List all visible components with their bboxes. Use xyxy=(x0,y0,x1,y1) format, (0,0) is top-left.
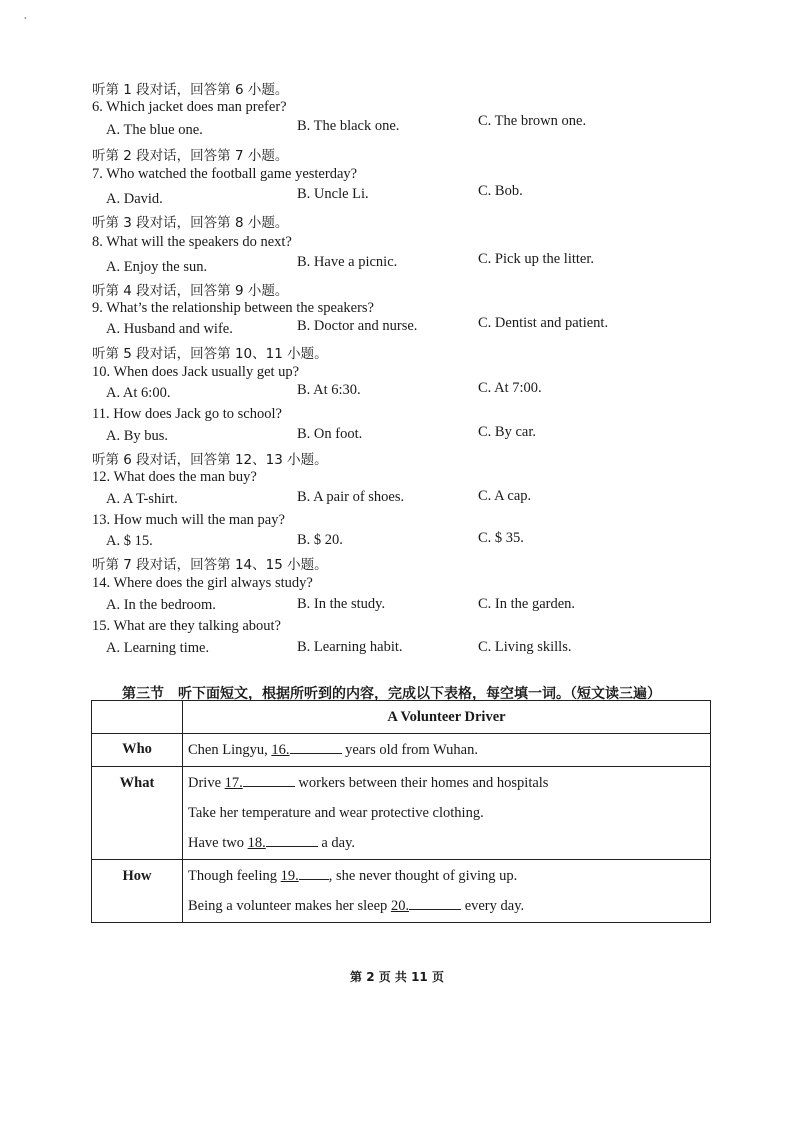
q9-option-b: B. Doctor and nurse. xyxy=(297,318,418,334)
q14-option-a: A. In the bedroom. xyxy=(106,597,216,613)
row-content-what xyxy=(183,767,711,860)
q6-option-a: A. The blue one. xyxy=(106,122,203,138)
blank-16-number: 16. xyxy=(271,742,290,758)
who-pre: Chen Lingyu, xyxy=(188,742,272,758)
what-line-1 xyxy=(184,768,709,798)
q10-option-b: B. At 6:30. xyxy=(297,382,361,398)
blank-20-line[interactable] xyxy=(409,908,461,910)
question-6-stem: 6. Which jacket does man prefer? xyxy=(92,99,287,115)
q14-option-b: B. In the study. xyxy=(297,596,386,612)
question-8-stem: 8. What will the speakers do next? xyxy=(92,234,292,250)
blank-18-line[interactable] xyxy=(266,845,318,847)
row-label-how: How xyxy=(92,860,183,923)
q8-option-a: A. Enjoy the sun. xyxy=(106,259,208,275)
how2-pre: Being a volunteer makes her sleep xyxy=(188,898,391,914)
blank-16-line[interactable] xyxy=(290,752,342,754)
q15-option-a: A. Learning time. xyxy=(106,640,210,656)
how-line-1 xyxy=(184,861,709,891)
q10-option-a: A. At 6:00. xyxy=(106,385,171,401)
how2-post: every day. xyxy=(461,898,525,914)
blank-20-number: 20. xyxy=(390,898,410,914)
what3-pre: Have two xyxy=(188,835,248,851)
volunteer-driver-table xyxy=(91,700,711,923)
question-13-stem: 13. How much will the man pay? xyxy=(92,512,285,528)
what3-post: a day. xyxy=(317,835,356,851)
question-14-stem: 14. Where does the girl always study? xyxy=(92,575,313,591)
who-line xyxy=(184,735,709,765)
blank-18-number: 18. xyxy=(247,835,266,851)
what1-pre: Drive xyxy=(188,775,225,791)
who-post: years old from Wuhan. xyxy=(341,742,478,758)
q12-option-c: C. A cap. xyxy=(478,488,532,504)
q6-option-c: C. The brown one. xyxy=(478,113,587,129)
scan-speck: • xyxy=(24,14,27,23)
blank-19-number: 19. xyxy=(280,868,299,884)
section-heading-d3: 听第 3 段对话，回答第 8 小题。 xyxy=(92,215,289,231)
table-row-who xyxy=(92,734,711,767)
q11-option-b: B. On foot. xyxy=(297,426,363,442)
q9-option-a: A. Husband and wife. xyxy=(106,321,233,337)
q14-option-c: C. In the garden. xyxy=(478,596,576,612)
q7-option-b: B. Uncle Li. xyxy=(297,186,369,202)
q6-option-b: B. The black one. xyxy=(297,118,400,134)
q12-option-a: A. A T-shirt. xyxy=(106,491,178,507)
q11-option-c: C. By car. xyxy=(478,424,536,440)
question-10-stem: 10. When does Jack usually get up? xyxy=(92,364,300,380)
q7-option-c: C. Bob. xyxy=(478,183,523,199)
section-heading-d6: 听第 6 段对话，回答第 12、13 小题。 xyxy=(92,452,328,468)
q12-option-b: B. A pair of shoes. xyxy=(297,489,405,505)
row-content-who xyxy=(183,734,711,767)
part3-title: 第三节 听下面短文，根据所听到的内容，完成以下表格，每空填一词。（短文读三遍） xyxy=(122,686,661,702)
question-7-stem: 7. Who watched the football game yesterday? xyxy=(92,166,358,182)
how1-post: , she never thought of giving up. xyxy=(328,868,518,884)
question-9-stem: 9. What’s the relationship between the speakers? xyxy=(92,300,374,316)
table-header-row xyxy=(92,701,711,734)
q8-option-b: B. Have a picnic. xyxy=(297,254,398,270)
page-number: 第 2 页 共 11 页 xyxy=(350,970,444,984)
section-heading-d4: 听第 4 段对话，回答第 9 小题。 xyxy=(92,283,289,299)
table-row-what xyxy=(92,767,711,860)
question-12-stem: 12. What does the man buy? xyxy=(92,469,257,485)
q15-option-c: C. Living skills. xyxy=(478,639,572,655)
q11-option-a: A. By bus. xyxy=(106,428,169,444)
q15-option-b: B. Learning habit. xyxy=(297,639,403,655)
row-label-what: What xyxy=(92,767,183,860)
row-content-how xyxy=(183,860,711,923)
what-line-2: Take her temperature and wear protective clothing. xyxy=(188,805,484,821)
blank-17-number: 17. xyxy=(224,775,243,791)
question-11-stem: 11. How does Jack go to school? xyxy=(92,406,282,422)
row-label-who: Who xyxy=(92,734,183,767)
section-heading-d1: 听第 1 段对话，回答第 6 小题。 xyxy=(92,82,289,98)
what-line-3 xyxy=(184,828,709,858)
blank-17-line[interactable] xyxy=(243,785,295,787)
what1-post: workers between their homes and hospitals xyxy=(294,775,549,791)
table-title: A Volunteer Driver xyxy=(183,701,711,734)
section-heading-d2: 听第 2 段对话，回答第 7 小题。 xyxy=(92,148,289,164)
how-line-2 xyxy=(184,891,709,921)
how1-pre: Though feeling xyxy=(188,868,281,884)
q13-option-b: B. $ 20. xyxy=(297,532,343,548)
q13-option-a: A. $ 15. xyxy=(106,533,153,549)
section-heading-d5: 听第 5 段对话，回答第 10、11 小题。 xyxy=(92,346,328,362)
section-heading-d7: 听第 7 段对话，回答第 14、15 小题。 xyxy=(92,557,328,573)
blank-19-line[interactable] xyxy=(299,878,329,880)
q10-option-c: C. At 7:00. xyxy=(478,380,542,396)
q7-option-a: A. David. xyxy=(106,191,163,207)
q8-option-c: C. Pick up the litter. xyxy=(478,251,594,267)
question-15-stem: 15. What are they talking about? xyxy=(92,618,281,634)
q13-option-c: C. $ 35. xyxy=(478,530,524,546)
table-corner-cell xyxy=(92,701,183,734)
table-row-how xyxy=(92,860,711,923)
q9-option-c: C. Dentist and patient. xyxy=(478,315,609,331)
